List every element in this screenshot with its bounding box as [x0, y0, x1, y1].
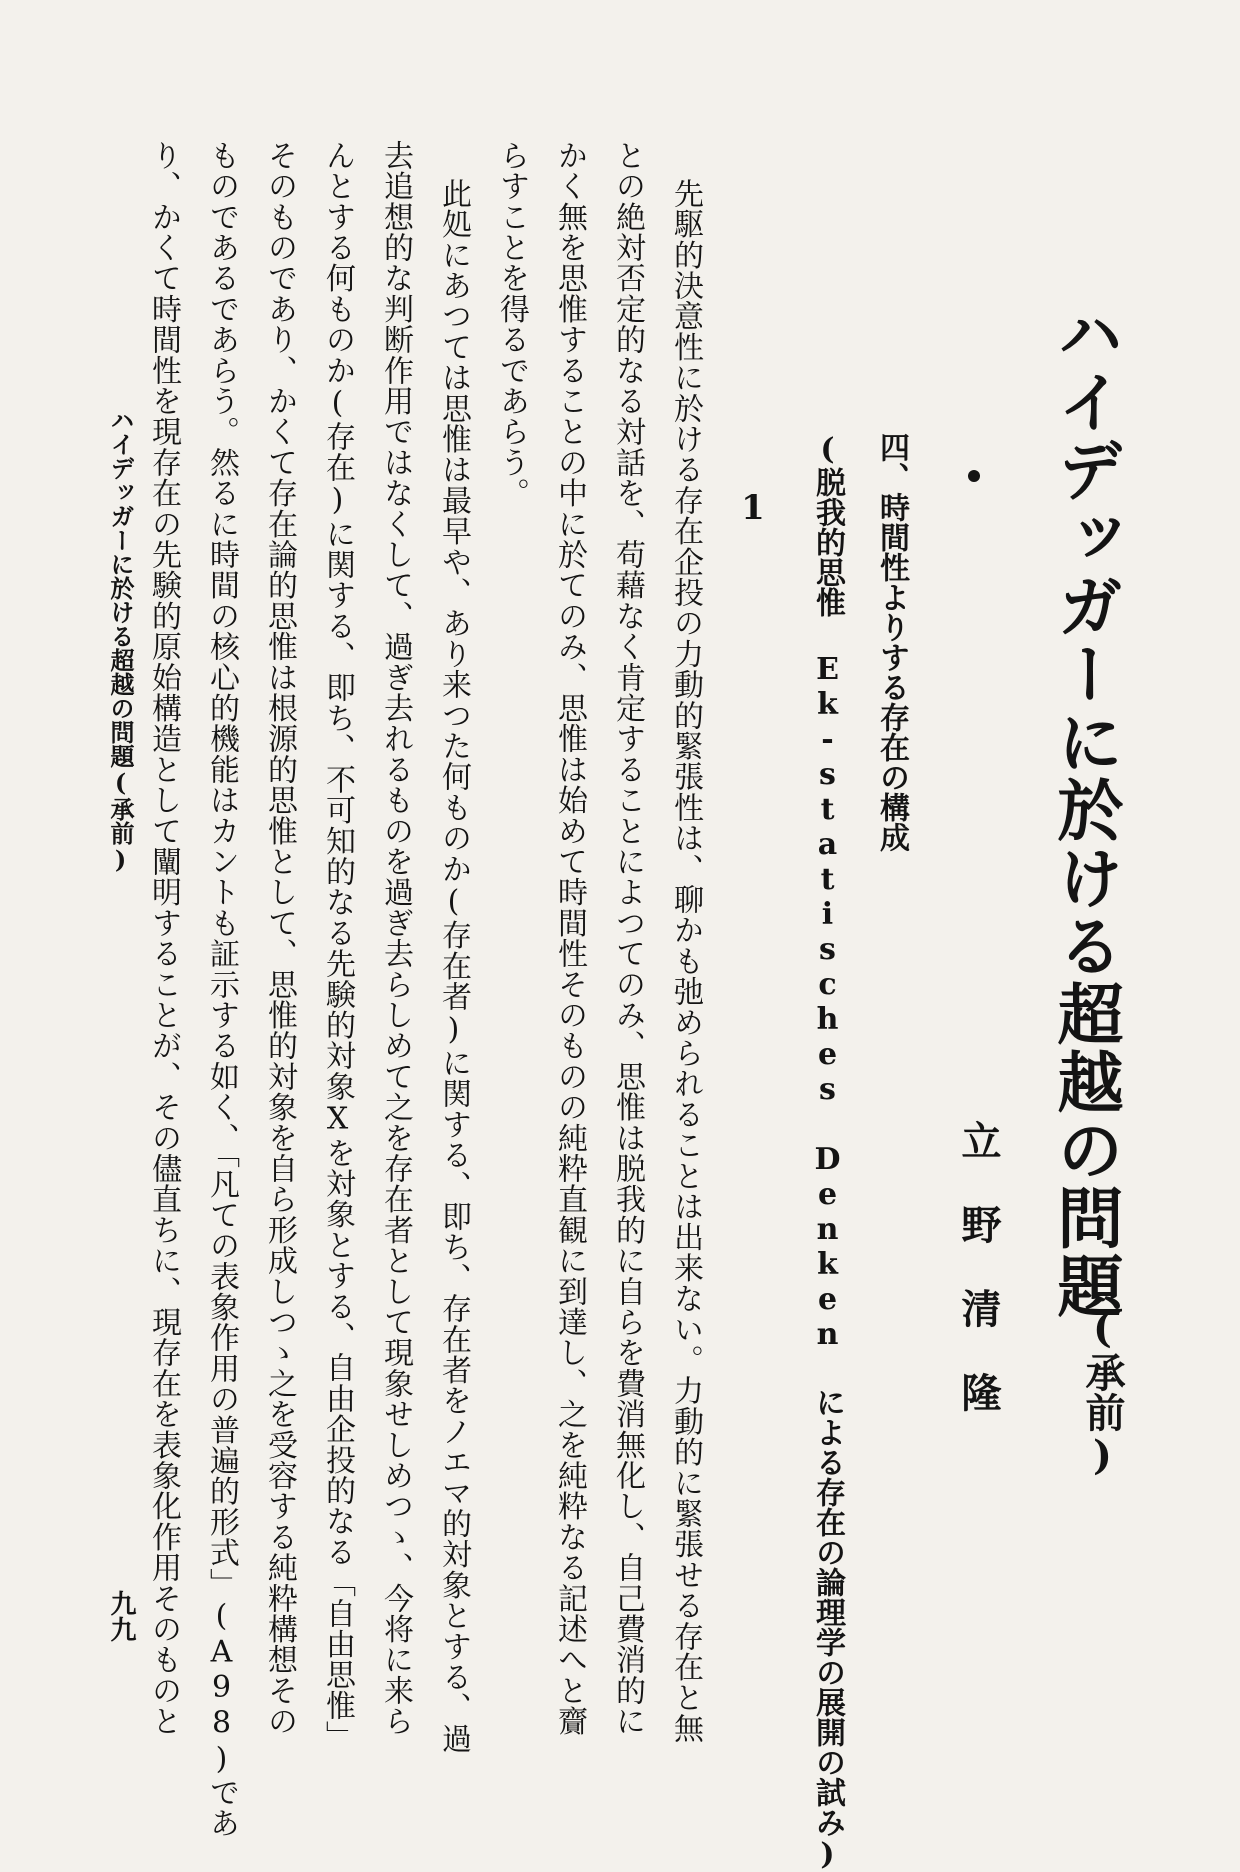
body-line-1: 先駆的決意性に於ける存在企投の力動的緊張性は、聊かも弛められることは出来ない。力動的に緊張せる存在と無 [668, 178, 703, 1744]
subsection-marker: 1 [733, 488, 773, 528]
article-title: ハイデッガーに於ける超越の問題 [1046, 300, 1124, 1320]
body-line-8: そのものであり、かくて存在論的思惟は根源的思惟として、思惟的対象を自ら形成しつゝ之を受容する純粋構想その [262, 140, 297, 1737]
page-number: 九九 [106, 1590, 136, 1642]
body-line-3: かく無を思惟することの中に於てのみ、思惟は始めて時間性そのものの純粋直観に到達し、之を純粋なる記述へと齎 [552, 140, 587, 1737]
body-line-10: り、かくて時間性を現存在の先験的原始構造として闡明することが、その儘直ちに、現存在を表象化作用そのものと [146, 140, 181, 1737]
running-head: ハイデッガーに於ける超越の問題(承前) [106, 408, 135, 874]
body-line-9: ものであるであらう。然るに時間の核心的機能はカントも証示する如く、「凡ての表象作用の普遍的形式」(A98)であ [204, 140, 239, 1839]
body-line-2: との絶対否定的なる対話を、苟藉なく肯定することによつてのみ、思惟は脱我的に自らを費消無化し、自己費消的に [610, 140, 645, 1737]
body-line-4: らすことを得るであらう。 [494, 140, 529, 509]
section-heading: 四、時間性よりする存在の構成 [874, 432, 909, 852]
body-line-5: 此処にあつては思惟は最早や、あり来つた何ものか(存在者)に関する、即ち、存在者をノエマ的対象とする、過 [436, 178, 471, 1754]
body-line-7: んとする何ものか(存在)に関する、即ち、不可知的なる先験的対象Xを対象とする、自由企投的なる「自由思惟」 [320, 140, 355, 1752]
title-continuation-note: (承前) [1079, 1305, 1126, 1479]
section-subheading: (脱我的思惟 Ek-statisches Denken による存在の論理学の展開の試み) [810, 432, 845, 1872]
body-line-6: 去追想的な判断作用ではなくして、過ぎ去れるものを過ぎ去らしめて之を存在者として現象せしめつゝ、今将に来ら [378, 140, 413, 1737]
bullet-dot-icon [968, 470, 980, 482]
author-name: 立野清隆 [955, 1120, 1002, 1456]
